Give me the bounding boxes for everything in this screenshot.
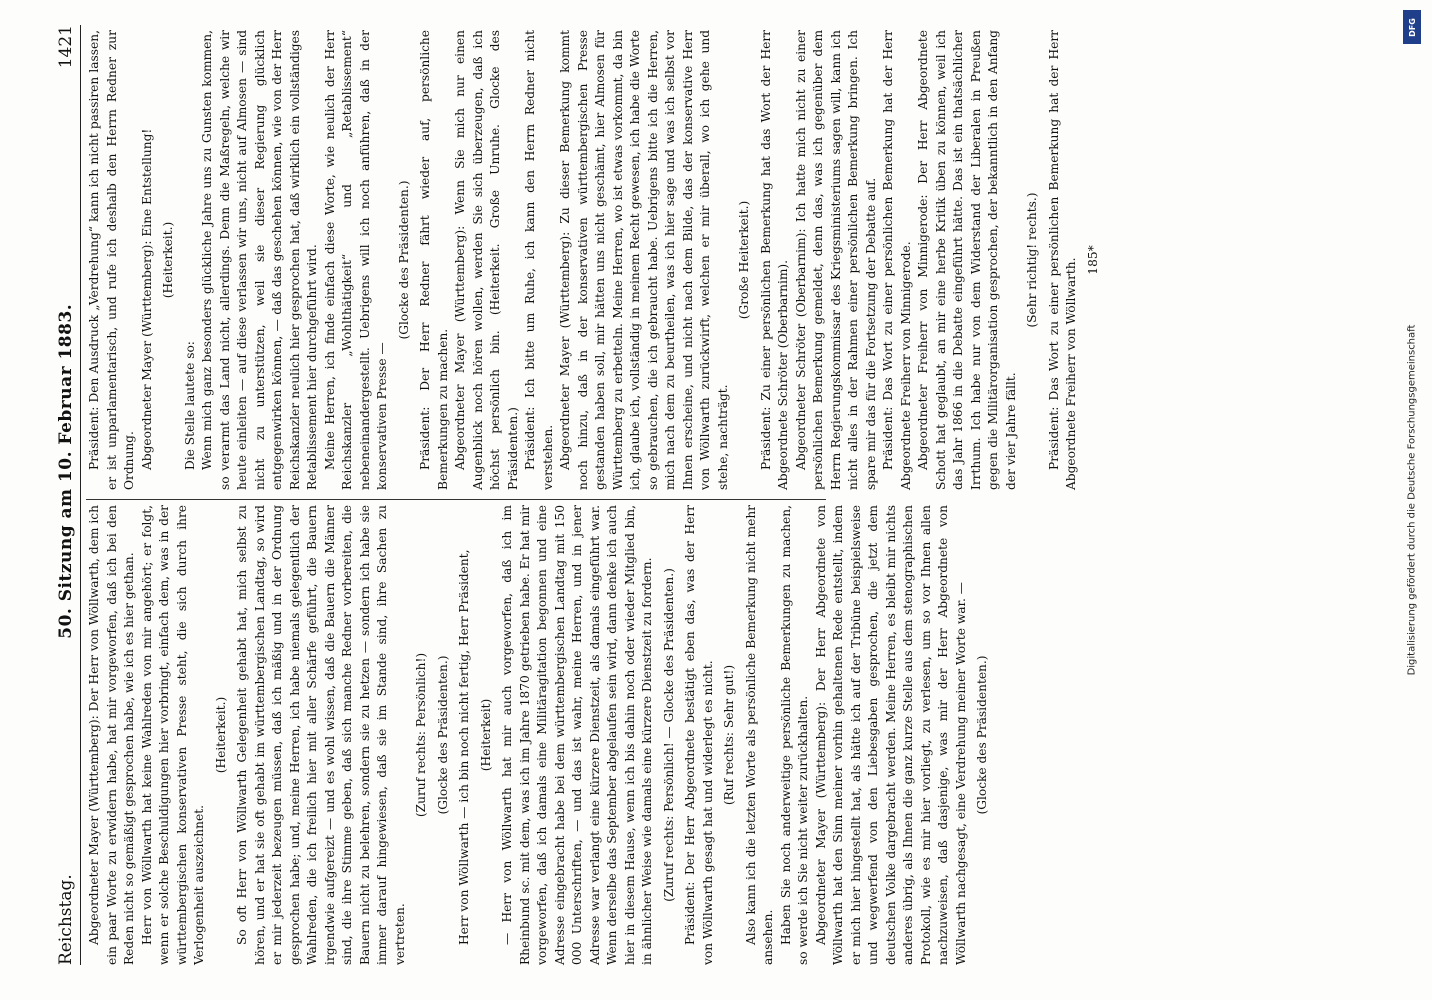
paragraph: Die Stelle lautete so: [182, 341, 197, 470]
column-divider [86, 499, 826, 500]
paragraph: — Herr von Wöllwarth hat mir auch vorgeworfen, daß ich im Rheinbund sc. mit dem, was ich im Jahre 1870 getrieben habe. Er hat mir vorgeworfen, daß ich damals eine Militäragitation begonnen und eine Adresse eingebracht habe bei dem württembergischen Landtag mit 150 000 Unterschriften, — und das ist wahr, meine Herren, und in jener Adresse war verlangt eine kürzere Dienstzeit, als damals eingeführt war. Wenn derselbe das September abgelaufen sein wird, dann denke ich auch hier in diesem Hause, wenn ich bis dahin noch oder wieder Mitglied bin, in ähnlicher Weise wie damals eine kürzere Dienstzeit zu fordern. [500, 505, 654, 965]
paragraph: Präsident: Der Herr Abgeordnete bestätigt eben das, was der Herr von Wöllwarth gesagt hat und widerlegt es nicht. [683, 505, 715, 965]
signature-mark: 185* [1085, 245, 1100, 275]
paragraph: Abgeordneter Mayer (Württemberg): Eine Entstellung! [139, 128, 154, 470]
paragraph: Abgeordneter Schröter (Oberbarnim): Ich hatte mich nicht zu einer persönlichen Bemerkung gemeldet, denn das, was ich gegenüber dem Herrn Regierungskommissar des Kriegsministeriums sagen will, kann ich nicht alles in der Rahmen einer persönlichen Bemerkung bringen. Ich spare mir das für die Fortsetzung der Debatte auf. [793, 30, 878, 490]
page-header [36, 25, 81, 965]
paragraph: Präsident: Das Wort zu einer persönlichen Bemerkung hat der Herr Abgeordnete Freiherr von Wöllwarth. [1046, 30, 1078, 490]
paragraph: Präsident: Ich bitte um Ruhe, ich kann den Herrn Redner nicht verstehen. [523, 30, 555, 490]
paragraph: Präsident: Zu einer persönlichen Bemerkung hat das Wort der Herr Abgeordnete Schröter (Oberbarnim). [758, 30, 790, 490]
stage-direction: (Zuruf rechts: Persönlich!) [414, 652, 428, 818]
paragraph: Abgeordneter Mayer (Württemberg): Wenn Sie mich nur einen Augenblick noch hören wollen, werden Sie sich überzeugen, daß ich höchst persönlich bin. (Heiterkeit. Große Unruhe. Glocke des Präsidenten.) [453, 30, 520, 490]
paragraph: So oft Herr von Wöllwarth Gelegenheit gehabt hat, mich selbst zu hören, und er hat sie oft gehabt im württembergischen Landtag, so wird er mir jederzeit bezeugen müssen, daß ich mäßig und in der Ordnung gesprochen habe; und, meine Herren, ich habe niemals gelegentlich der Wahlreden, die ich freilich hier mit aller Schärfe geführt, die Bauern irgendwie aufgereizt — und es wohl wissen, daß die Bauern die Männer sind, die ihre Stimme geben, daß sich manche Redner vorbereiten, die Bauern nicht zu belehren, sondern sie zu hetzen — sondern ich habe sie immer darauf hingewiesen, daß sie im Stande sind, ihre Sachen zu vertreten. [235, 505, 407, 965]
stage-direction: (Heiterkeit.) [213, 696, 228, 774]
stage-direction: (Glocke des Präsidenten.) [396, 180, 411, 340]
stage-direction: (Heiterkeit.) [161, 221, 175, 299]
stage-direction: (Heiterkeit) [478, 698, 493, 772]
stage-direction: (Glocke des Präsidenten.) [435, 655, 450, 815]
stage-direction: (Zuruf rechts: Persönlich! — Glocke des Präsidenten.) [661, 568, 676, 902]
dfg-logo [1403, 10, 1421, 44]
stage-direction: (Sehr richtig! rechts.) [1025, 192, 1039, 328]
paragraph: Abgeordneter Freiherr von Minnigerode: Der Herr Abgeordnete Schott hat geglaubt, an mir eine herbe Kritik üben zu können, weil ich das Jahr 1866 in die Debatte eingeführt hätte. Das ist ein thatsächlicher Irrthum. Ich habe nur von dem Widerstand der Liberalen in Preußen gegen die Militärorganisation gesprochen, der bekanntlich in den Anfang der vier Jahre fällt. [916, 30, 1018, 490]
stage-direction: (Glocke des Präsidenten.) [975, 655, 989, 815]
page-number: 1421 [56, 25, 76, 69]
header-title: 50. Sitzung am 10. Februar 1883. [56, 303, 76, 639]
paragraph: Präsident: Den Ausdruck „Verdrehung“ kann ich nicht passiren lassen, er ist unparlamentarisch, und rufe ich deshalb den Herrn Redner zur Ordnung. [87, 30, 136, 490]
paragraph: Präsident: Das Wort zu einer persönlichen Bemerkung hat der Herr Abgeordnete Freiherr von Minnigerode. [881, 30, 913, 490]
right-column [86, 30, 1106, 490]
header-left: Reichstag. [56, 874, 76, 965]
stage-direction: (Große Heiterkeit.) [737, 200, 751, 320]
stage-direction: (Ruf rechts: Sehr gut!) [722, 664, 736, 806]
paragraph: Präsident: Der Herr Redner fährt wieder auf, persönliche Bemerkungen zu machen. [418, 30, 450, 490]
paragraph: Herr von Wöllwarth — ich bin noch nicht fertig, Herr Präsident, [457, 549, 471, 945]
paragraph: Abgeordneter Mayer (Württemberg): Der Herr von Wöllwarth, dem ich ein paar Worte zu erwidern habe, hat mir vorgeworfen, daß ich bei den Reden nicht so gemäßigt gesprochen habe, wie ich es hier gethan. [87, 505, 136, 965]
paragraph: Abgeordneter Mayer (Württemberg): Zu dieser Bemerkung kommt noch hinzu, daß in der konservativen württembergischen Presse gestanden haben soll, mir hätten uns nicht geschämt, hier Almosen für Württemberg zu erbetteln. Meine Herren, wo ist etwas vorkommt, da bin ich, glaube ich, vollständig in meinem Recht gewesen, ich habe die Worte so gebrauchen, die ich gebraucht habe. Uebrigens bitte ich die Herren, mich nach dem zu beurtheilen, was ich hier sage und was ich selbst vor Ihnen erscheine, und nicht nach dem Bilde, das der konservative Herr von Wöllwarth zurückwirft, welchen er mir überall, wo ich gehe und stehe, nachträgt. [558, 30, 730, 490]
paragraph: Abgeordneter Mayer (Württemberg): Der Herr Abgeordnete von Wöllwarth hat den Sinn meiner vorhin gehaltenen Rede entstellt, indem er mich hier hingestellt hat, als hätte ich auf der Tribüne beispielsweise und wegwerfend von den Liebesgaben gesprochen, die jetzt dem deutschen Volke dargebracht werden. Meine Herren, es bleibt mir nichts anderes übrig, als Ihnen die ganz kurze Stelle aus dem stenographischen Protokoll, wie es mir hier vorliegt, zu verlesen, um so vor Ihnen allen nachzuweisen, daß dasjenige, was mir der Herr Abgeordnete von Wöllwarth nachgesagt, eine Verdrehung meiner Worte war. — [813, 505, 968, 965]
paragraph: Also kann ich die letzten Worte als persönliche Bemerkung nicht mehr ansehen. [743, 505, 775, 965]
left-column [86, 505, 996, 965]
quotation: Wenn mich ganz besonders glückliche Jahre uns zu Gunsten kommen, so verarmt das Land nicht, allerdings. Denn die Maßregeln, welche wir heute einleiten — auf diese verlassen wir uns, nicht auf Almosen — sind nicht zu unterstützen, weil sie dieser Regierung glücklich entgegenwirken können, — daß das geschehen können, wie von der Herr Reichskanzler neulich hier gesprochen hat, daß wirklich ein vollständiges Retablissement hier durchgeführt wird. [200, 30, 319, 490]
paragraph: Meine Herren, ich finde einfach diese Worte, wie neulich der Herr Reichskanzler „Wohlthätigkeit“ und „Retablissement“ nebeneinandergestellt. Uebrigens will ich noch anführen, daß in der konservativen Presse — [322, 30, 389, 490]
rotated-page-content [16, 5, 1416, 995]
dfg-credit: Digitalisierung gefördert durch die Deutsche Forschungsgemeinschaft [1406, 324, 1418, 676]
paragraph: Haben Sie noch anderweitige persönliche Bemerkungen zu machen, so werde ich Sie nicht weiter zurückhalten. [778, 505, 810, 965]
dfg-logo-text: DFG [1407, 17, 1417, 37]
paragraph: Herr von Wöllwarth hat keine Wahlreden von mir angehört; er folgt, wenn er solche Beschuldigungen hier vorbringt, einfach dem, was in der württembergischen konservativen Presse steht, die sich durch ihre Verlogenheit auszeichnet. [139, 505, 206, 965]
